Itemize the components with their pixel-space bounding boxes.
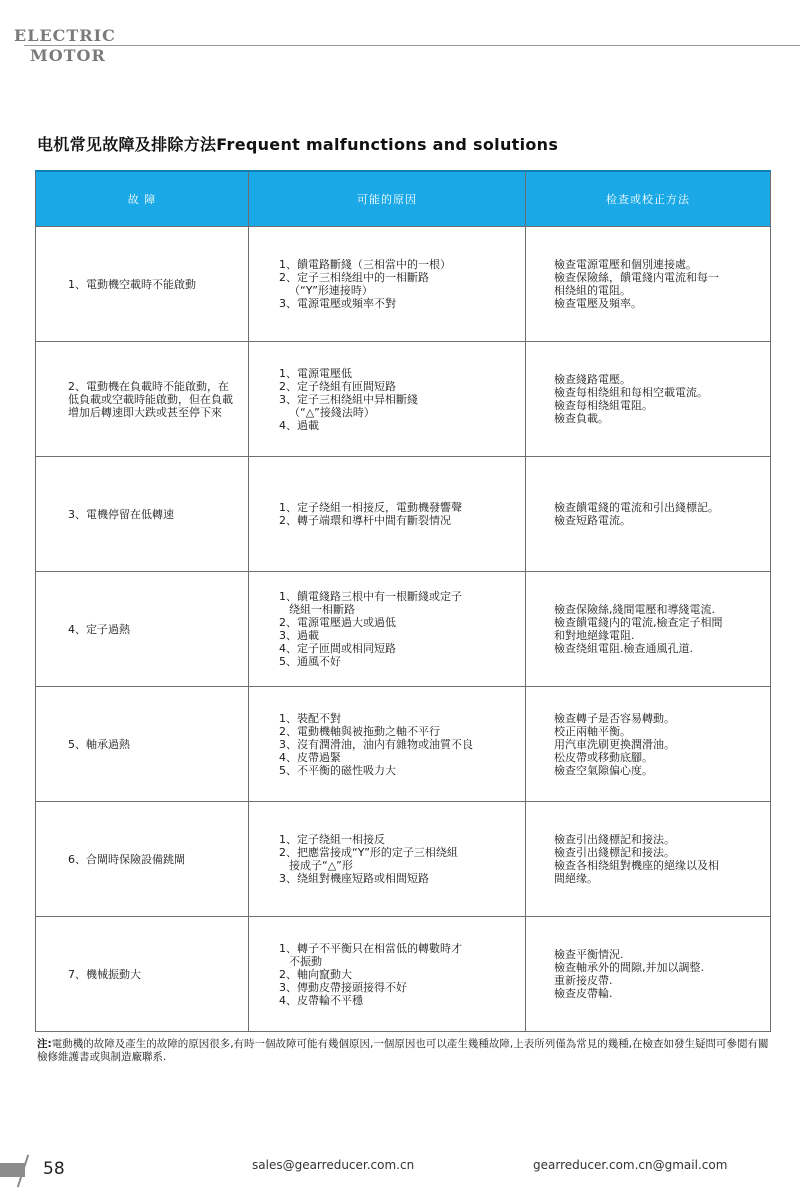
causes-list (249, 712, 525, 777)
header-causes: 可能的原因 (249, 171, 526, 227)
check-item: 檢查每相绕組和每相空載電流。 (554, 386, 708, 399)
checks-cell (526, 457, 771, 572)
check-item: 用汽車洗刷更換潤滑油。 (554, 737, 675, 751)
fault-text: 5、軸承過熱 (68, 737, 130, 751)
cause-item: 3、绕組對機座短路或相間短路 (279, 872, 429, 885)
cause-item: 1、電源電壓低 (279, 366, 352, 380)
cause-item: 1、轉子不平衡只在相當低的轉數時才 (279, 941, 462, 955)
check-item: 檢查各相绕組對機座的絕缘以及相 (554, 859, 719, 872)
causes-cell (249, 572, 526, 687)
cause-item: 不振動 (289, 954, 322, 968)
check-item: 檢查平衡情況. (554, 948, 624, 961)
table-row (36, 687, 771, 802)
check-item: 檢查電壓及頻率。 (554, 297, 642, 310)
cause-item: 绕組一相斷路 (289, 603, 355, 616)
checks-list (526, 258, 770, 310)
cause-item: 2、定子三相绕组中的一相斷路 (279, 271, 429, 284)
cause-item: 4、皮帶過緊 (279, 750, 341, 764)
check-item: 相绕組的電阻。 (554, 284, 631, 297)
fault-cell (36, 802, 249, 917)
check-item: 檢查皮帶輪. (554, 987, 613, 1000)
checks-cell (526, 342, 771, 457)
checks-list (526, 373, 770, 425)
checks-list (526, 603, 770, 655)
cause-item: 1、饋電路斷綫（三相當中的一根） (279, 258, 451, 271)
cause-item: 1、裝配不對 (279, 711, 341, 725)
cause-item: 2、定子绕組有匝間短路 (279, 379, 396, 393)
header-rule (24, 45, 800, 46)
checks-cell (526, 227, 771, 342)
causes-cell (249, 687, 526, 802)
checks-cell (526, 572, 771, 687)
page-number: 58 (43, 1159, 65, 1179)
causes-list (249, 367, 525, 432)
causes-list (249, 942, 525, 1007)
check-item: 檢查引出綫標記和接法。 (554, 846, 675, 859)
cause-item: 1、定子绕組一相接反 (279, 833, 385, 846)
cause-item: 3、傳動皮帶接頭接得不好 (279, 980, 407, 994)
cause-item: 2、轉子端環和導杆中間有斷裂情况 (279, 514, 451, 527)
table-row (36, 572, 771, 687)
table-row (36, 227, 771, 342)
check-item: 和對地絕緣電阻. (554, 629, 635, 642)
cause-item: 4、過載 (279, 418, 319, 432)
table-header-row (36, 171, 771, 227)
check-item: 檢查每相绕組電阻。 (554, 399, 653, 412)
checks-cell (526, 917, 771, 1032)
table-body (36, 227, 771, 1032)
causes-cell (249, 457, 526, 572)
cause-item: 3、過載 (279, 629, 319, 642)
brand-line-1: ELECTRIC (14, 26, 116, 45)
check-item: 檢查饋電綫的電流和引出綫標記。 (554, 501, 719, 514)
cause-item: 4、定子匝間或相同短路 (279, 642, 396, 655)
checks-cell (526, 802, 771, 917)
check-item: 間絕缘。 (554, 872, 598, 885)
footnote-label: 注: (37, 1038, 52, 1050)
causes-list (249, 833, 525, 885)
check-item: 檢查軸承外的間隙,并加以調整. (554, 961, 704, 974)
cause-item: 2、軸向竄動大 (279, 967, 352, 981)
cause-item: （“Y”形連接時） (289, 284, 373, 297)
causes-cell (249, 917, 526, 1032)
check-item: 檢查綫路電壓。 (554, 373, 631, 386)
check-item: 松皮帶或移動底腳。 (554, 750, 653, 764)
checks-list (526, 501, 770, 527)
checks-cell (526, 687, 771, 802)
check-item: 檢查短路電流。 (554, 514, 631, 527)
causes-list (249, 501, 525, 527)
sales-email: sales@gearreducer.com.cn (252, 1158, 415, 1172)
malfunction-table (35, 170, 771, 1032)
header-checks: 检查或校正方法 (526, 171, 771, 227)
check-item: 檢查電源電壓和個別連接處。 (554, 258, 697, 271)
table-row (36, 457, 771, 572)
check-item: 檢查绕組電阻.檢查通風孔道. (554, 642, 693, 655)
fault-text: 3、電機停留在低轉速 (68, 507, 174, 521)
fault-text: 2、電動機在負載時不能啟動，在低負載或空載時能啟動，但在負載增加后轉速即大跌或甚至停下來 (68, 379, 233, 419)
check-item: 檢查轉子是否容易轉動。 (554, 711, 675, 725)
cause-item: 3、沒有潤滑油，油内有雜物或油質不良 (279, 737, 473, 751)
fault-text: 1、電動機空載時不能啟動 (68, 277, 196, 291)
table-row (36, 342, 771, 457)
fault-text: 7、機械振動大 (68, 967, 141, 981)
causes-cell (249, 802, 526, 917)
fault-cell (36, 457, 249, 572)
cause-item: 1、定子绕組一相接反，電動機發響聲 (279, 501, 462, 514)
fault-text: 4、定子過熱 (68, 622, 130, 636)
check-item: 校正兩軸平衡。 (554, 724, 631, 738)
check-item: 檢查保險絲，饋電綫内電流和每一 (554, 271, 719, 284)
check-item: 重新接皮帶. (554, 974, 613, 987)
causes-list (249, 590, 525, 668)
check-item: 檢查空氣隙偏心度。 (554, 763, 653, 777)
fault-cell (36, 572, 249, 687)
cause-item: 2、把應當接成“Y”形的定子三相绕組 (279, 846, 458, 859)
check-item: 檢查保險絲,綫間電壓和導綫電流. (554, 603, 715, 616)
check-item: 檢查引出綫標記和接法。 (554, 833, 675, 846)
causes-list (249, 258, 525, 310)
gmail-email: gearreducer.com.cn@gmail.com (533, 1158, 728, 1172)
header-fault: 故 障 (36, 171, 249, 227)
checks-list (526, 833, 770, 885)
table-row (36, 917, 771, 1032)
cause-item: 3、電源電壓或頻率不對 (279, 297, 396, 310)
footnote-text: 電動機的故障及產生的故障的原因很多,有時一個故障可能有幾個原因,一個原因也可以產生幾種故障,上表所列僅為常見的幾種,在檢查如發生疑問可參閲有關檢修維護書或與制造廠聯系. (37, 1038, 769, 1063)
page-title: 电机常见故障及排除方法Frequent malfunctions and solutions (37, 135, 559, 154)
brand-line-2: MOTOR (30, 46, 106, 65)
cause-item: 1、饋電綫路三根中有一根斷綫或定子 (279, 590, 462, 603)
cause-item: 4、皮帶輪不平穩 (279, 993, 363, 1007)
causes-cell (249, 342, 526, 457)
table-row (36, 802, 771, 917)
cause-item: （“△”接綫法時） (289, 405, 375, 419)
footnote (37, 1038, 777, 1064)
cause-item: 2、電源電壓過大或過低 (279, 616, 396, 629)
brand-logo (14, 26, 116, 66)
cause-item: 接成子“△”形 (289, 859, 353, 872)
cause-item: 5、通風不好 (279, 655, 341, 668)
cause-item: 3、定子三相绕組中异相斷綫 (279, 392, 418, 406)
causes-cell (249, 227, 526, 342)
cause-item: 5、不平衡的磁性吸力大 (279, 763, 396, 777)
fault-cell (36, 687, 249, 802)
fault-cell (36, 342, 249, 457)
checks-list (526, 712, 770, 777)
fault-cell (36, 917, 249, 1032)
fault-text: 6、合閘時保險設備跳閘 (68, 852, 185, 866)
fault-cell (36, 227, 249, 342)
check-item: 檢查負載。 (554, 412, 609, 425)
cause-item: 2、電動機軸與被拖動之軸不平行 (279, 724, 440, 738)
checks-list (526, 948, 770, 1000)
check-item: 檢查饋電綫内的電流,檢查定子相間 (554, 616, 723, 629)
